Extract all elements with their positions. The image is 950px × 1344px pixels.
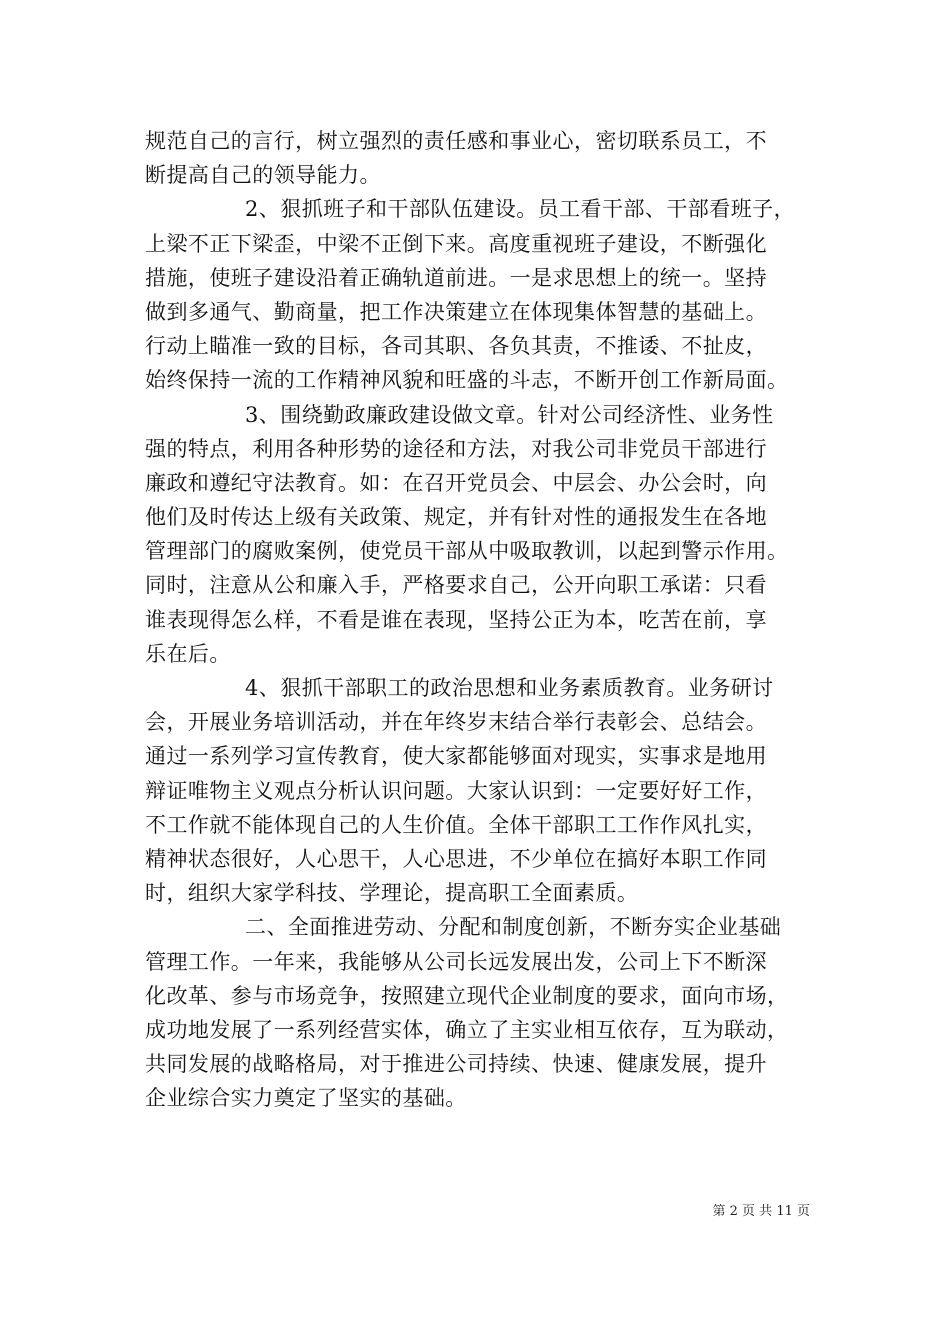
text-line: 通过一系列学习宣传教育，使大家都能够面对现实，实事求是地用 xyxy=(145,744,768,769)
text-line: 管理工作。一年来，我能够从公司长远发展出发，公司上下不断深 xyxy=(145,949,768,974)
text-line: 不工作就不能体现自己的人生价值。全体干部职工工作作风扎实， xyxy=(145,812,768,837)
paragraph-start-line: 二、全面推进劳动、分配和制度创新，不断夯实企业基础 xyxy=(245,915,782,940)
text-line: 他们及时传达上级有关政策、规定，并有针对性的通报发生在各地 xyxy=(145,505,768,530)
text-line: 成功地发展了一系列经营实体，确立了主实业相互依存，互为联动， xyxy=(145,1017,789,1042)
text-line: 谁表现得怎么样，不看是谁在表现，坚持公正为本，吃苦在前，享 xyxy=(145,607,768,632)
text-line: 行动上瞄准一致的目标，各司其职、各负其责，不推诿、不扯皮， xyxy=(145,334,768,359)
text-line: 辩证唯物主义观点分析认识问题。大家认识到：一定要好好工作， xyxy=(145,778,768,803)
text-line: 时，组织大家学科技、学理论，提高职工全面素质。 xyxy=(145,881,639,906)
text-line: 管理部门的腐败案例，使党员干部从中吸取教训，以起到警示作用。 xyxy=(145,539,789,564)
text-line: 企业综合实力奠定了坚实的基础。 xyxy=(145,1086,467,1111)
text-line: 规范自己的言行，树立强烈的责任感和事业心，密切联系员工，不 xyxy=(145,129,768,153)
text-line: 做到多通气、勤商量，把工作决策建立在体现集体智慧的基础上。 xyxy=(145,299,768,324)
text-line: 断提高自己的领导能力。 xyxy=(145,163,381,188)
text-line: 会，开展业务培训活动，并在年终岁末结合举行表彰会、总结会。 xyxy=(145,710,768,735)
text-line: 同时，注意从公和廉入手，严格要求自己，公开向职工承诺：只看 xyxy=(145,573,768,598)
body-text xyxy=(145,124,809,1115)
text-line: 乐在后。 xyxy=(145,641,231,666)
paragraph-start-line: 2、狠抓班子和干部队伍建设。员工看干部、干部看班子， xyxy=(245,197,796,222)
text-line: 措施，使班子建设沿着正确轨道前进。一是求思想上的统一。坚持 xyxy=(145,265,768,290)
text-line: 化改革、参与市场竞争，按照建立现代企业制度的要求，面向市场， xyxy=(145,983,789,1008)
text-line: 上梁不正下梁歪，中梁不正倒下来。高度重视班子建设，不断强化 xyxy=(145,231,768,256)
text-line: 强的特点，利用各种形势的途径和方法，对我公司非党员干部进行 xyxy=(145,436,768,461)
text-line: 共同发展的战略格局，对于推进公司持续、快速、健康发展，提升 xyxy=(145,1052,768,1077)
text-line: 精神状态很好，人心思干，人心思进，不少单位在搞好本职工作同 xyxy=(145,846,768,871)
paragraph-start-line: 3、围绕勤政廉政建设做文章。针对公司经济性、业务性 xyxy=(245,402,774,427)
page-number-footer: 第 2 页 共 11 页 xyxy=(712,1204,810,1219)
text-line: 廉政和遵纪守法教育。如：在召开党员会、中层会、办公会时，向 xyxy=(145,470,768,495)
text-line: 始终保持一流的工作精神风貌和旺盛的斗志，不断开创工作新局面。 xyxy=(145,368,789,393)
paragraph-start-line: 4、狠抓干部职工的政治思想和业务素质教育。业务研讨 xyxy=(245,676,774,700)
